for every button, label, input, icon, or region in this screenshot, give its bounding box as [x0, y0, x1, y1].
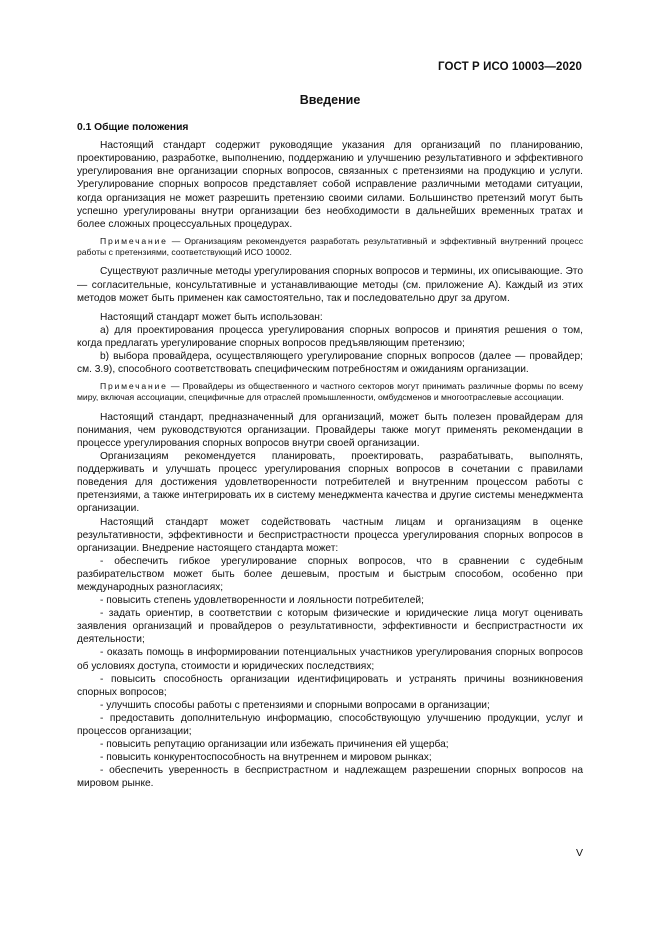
page-number: V [575, 847, 583, 859]
bullet-item: - повысить конкурентоспособность на внутреннем и мировом рынках; [100, 752, 432, 764]
note-text: — Провайдеры из общественного и частного секторов могут принимать различные формы по всему миру, включая ассоциации, специфичные для отраслей промышленности, омбудсменов и многоотраслевые ассоциации. [77, 381, 583, 403]
bullet-item: - обеспечить гибкое урегулирование спорных вопросов, что в сравнении с судебным разбирательством может быть более дешевым, простым и быстрым способом, особенно при международных разногласиях; [77, 555, 583, 593]
page-title: Введение [299, 93, 361, 107]
note-2 [77, 381, 583, 404]
standard-code: ГОСТ Р ИСО 10003—2020 [437, 61, 582, 73]
note-text: — Организациям рекомендуется разработать результативный и эффективный внутренний процесс работы с претензиями, соответствующий ИСО 10002. [77, 235, 583, 258]
bullet-item: - повысить репутацию организации или избежать причинения ей ущерба; [100, 739, 449, 751]
bullet-item: - предоставить дополнительную информацию, способствующую улучшению продукции, услуг и процессов организации; [77, 712, 583, 738]
section-heading: 0.1 Общие положения [77, 122, 189, 134]
paragraph-1: Настоящий стандарт содержит руководящие указания для организаций по планированию, проектированию, разработке, выполнению, поддержанию и улучшению результативного и эффективного урегулирования вне организации спорных вопросов, связанных с претензиями на продукцию и услуги. Урегулирование спорных вопросов представляет собой исправление различными методами ситуации, когда организация не может разрешить претензию своими силами. Большинство претензий могут быть успешно урегулированы внутри организации без необходимости в дальнейших временных тратах и более сложных процессуальных процедурах. [77, 140, 583, 230]
note-1 [77, 236, 583, 259]
bullet-item: - обеспечить уверенность в беспристрастном и надлежащем разрешении спорных вопросов на мировом рынке. [77, 765, 583, 790]
bullet-item: - повысить способность организации идентифицировать и устранять причины возникновения спорных вопросов; [77, 673, 583, 698]
paragraph-2: Существуют различные методы урегулирования спорных вопросов и термины, их описывающие. Это — согласительные, консультативные и устанавливающие методы (см. приложение А). Каждый из этих методов может быть применен как самостоятельно, так и последовательно друг за другом. [77, 266, 583, 304]
paragraph-6: Настоящий стандарт, предназначенный для организаций, может быть полезен провайдерам для понимания, чем руководствуются организации. Провайдеры также могут применять рекомендации в процессе урегулирования спорных вопросов внутри своей организации. [77, 411, 583, 449]
list-item-b: b) выбора провайдера, осуществляющего урегулирование спорных вопросов (далее — провайдер; см. 3.9), способного соответствовать специфическим потребностям и ожиданиям организации. [77, 351, 583, 376]
bullet-item: - повысить степень удовлетворенности и лояльности потребителей; [100, 595, 424, 607]
bullet-item: - задать ориентир, в соответствии с которым физические и юридические лица могут оценивать заявления организаций и провайдеров о результативности, эффективности и беспристрастности их деятельности; [77, 608, 583, 646]
note-label: Примечание [100, 235, 168, 246]
bullet-item: - оказать помощь в информировании потенциальных участников урегулирования спорных вопросов об условиях доступа, стоимости и юридических последствиях; [77, 647, 583, 672]
note-label: Примечание [100, 381, 168, 392]
bullet-item: - улучшить способы работы с претензиями и спорными вопросами в организации; [100, 699, 490, 711]
paragraph-7: Организациям рекомендуется планировать, проектировать, разрабатывать, выполнять, поддерживать и улучшать процесс урегулирования спорных вопросов в сочетании с правилами поведения для достижения удовлетворенности потребителей и внутренним процессом работы с претензиями, а также интегрировать их в систему менеджмента качества и другие системы менеджмента организации. [77, 451, 583, 515]
page-content [77, 92, 583, 791]
paragraph-8: Настоящий стандарт может содействовать частным лицам и организациям в оценке результативности, эффективности и беспристрастности процесса урегулирования спорных вопросов в организации. Внедрение настоящего стандарта может: [77, 516, 583, 554]
paragraph-3: Настоящий стандарт может быть использован: [100, 311, 323, 323]
list-item-a: a) для проектирования процесса урегулирования спорных вопросов и принятия решения о том, когда предлагать урегулирование спорных вопросов предъявляющим претензию; [77, 324, 583, 349]
